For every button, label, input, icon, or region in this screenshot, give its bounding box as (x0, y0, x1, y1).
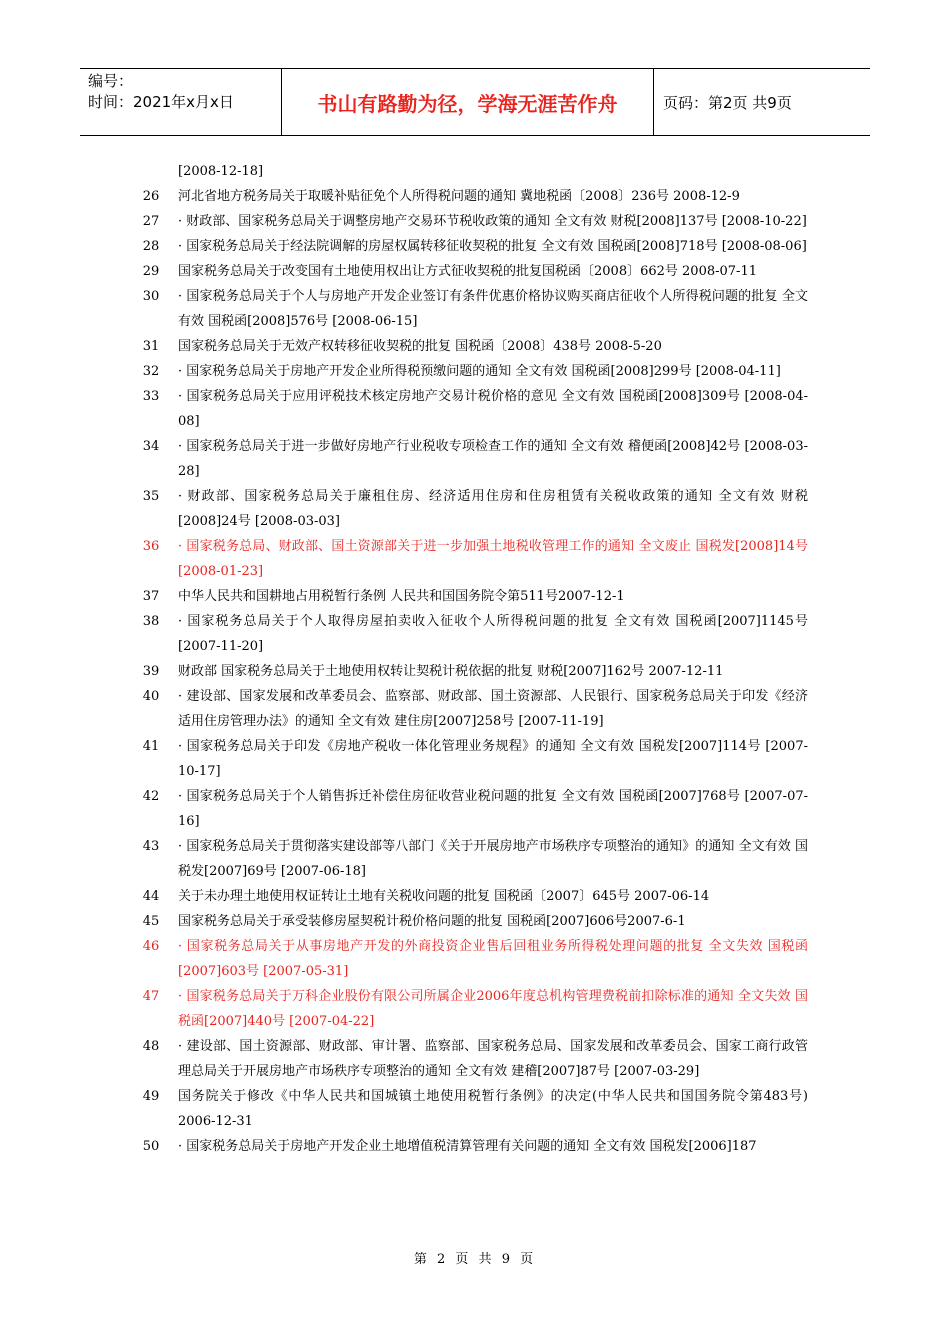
serial-label: 编号： (88, 72, 134, 90)
list-item (0, 659, 950, 684)
item-text: 中华人民共和国耕地占用税暂行条例 人民共和国国务院令第511号2007-12-1 (178, 589, 625, 604)
item-number: 41 (142, 739, 160, 754)
list-item (0, 184, 950, 209)
item-number: 40 (142, 689, 160, 704)
item-number: 34 (142, 439, 160, 454)
item-text: 国家税务总局关于承受装修房屋契税计税价格问题的批复 国税函[2007]606号2007-6-1 (178, 914, 686, 929)
header-meta (80, 69, 282, 135)
item-text: · 国家税务总局关于个人销售拆迁补偿住房征收营业税问题的批复 全文有效 国税函[2007]768号 [2007-07-16] (178, 789, 808, 829)
header-motto: 书山有路勤为径，学海无涯苦作舟 (282, 69, 654, 135)
item-text: · 国家税务总局关于贯彻落实建设部等八部门《关于开展房地产市场秩序专项整治的通知》的通知 全文有效 国税发[2007]69号 [2007-06-18] (178, 839, 808, 879)
list-item (0, 259, 950, 284)
item-number: 38 (142, 614, 160, 629)
item-number: 28 (142, 239, 160, 254)
list-item (0, 984, 950, 1034)
list-item (0, 734, 950, 784)
item-number: 48 (142, 1039, 160, 1054)
list-item (0, 359, 950, 384)
item-number: 35 (142, 489, 160, 504)
item-text: · 国家税务总局关于应用评税技术核定房地产交易计税价格的意见 全文有效 国税函[2008]309号 [2008-04-08] (178, 389, 808, 429)
list-item (0, 334, 950, 359)
item-number: 36 (142, 539, 160, 554)
item-number: 50 (142, 1139, 160, 1154)
item-text: · 国家税务总局关于印发《房地产税收一体化管理业务规程》的通知 全文有效 国税发[2007]114号 [2007-10-17] (178, 739, 808, 779)
item-text: 财政部 国家税务总局关于土地使用权转让契税计税依据的批复 财税[2007]162号 2007-12-11 (178, 664, 724, 679)
list-item (0, 834, 950, 884)
list-item (0, 884, 950, 909)
item-text: 国家税务总局关于改变国有土地使用权出让方式征收契税的批复国税函〔2008〕662号 2008-07-11 (178, 264, 757, 279)
item-text: · 国家税务总局关于进一步做好房地产行业税收专项检查工作的通知 全文有效 稽便函[2008]42号 [2008-03-28] (178, 439, 808, 479)
list-item (0, 484, 950, 534)
item-number: 31 (142, 339, 160, 354)
item-text: · 国家税务总局、财政部、国土资源部关于进一步加强土地税收管理工作的通知 全文废止 国税发[2008]14号 [2008-01-23] (178, 539, 808, 579)
item-text: 国务院关于修改《中华人民共和国城镇土地使用税暂行条例》的决定(中华人民共和国国务院令第483号) 2006-12-31 (178, 1089, 808, 1129)
item-text: [2008-12-18] (178, 164, 264, 179)
item-text: · 国家税务总局关于万科企业股份有限公司所属企业2006年度总机构管理费税前扣除标准的通知 全文失效 国税函[2007]440号 [2007-04-22] (178, 989, 808, 1029)
item-number: 26 (142, 189, 160, 204)
list-item (0, 534, 950, 584)
page-header (80, 68, 870, 136)
list-item (0, 584, 950, 609)
item-text: · 建设部、国土资源部、财政部、审计署、监察部、国家税务总局、国家发展和改革委员会、国家工商行政管理总局关于开展房地产市场秩序专项整治的通知 全文有效 建稽[2007]87号 [2007-03-29] (178, 1039, 808, 1079)
item-number: 42 (142, 789, 160, 804)
list-item (0, 234, 950, 259)
item-text: · 国家税务总局关于个人与房地产开发企业签订有条件优惠价格协议购买商店征收个人所得税问题的批复 全文有效 国税函[2008]576号 [2008-06-15] (178, 289, 808, 329)
item-number: 30 (142, 289, 160, 304)
item-number: 43 (142, 839, 160, 854)
date-label: 时间：2021年x月x日 (88, 93, 234, 111)
item-text: 关于未办理土地使用权证转让土地有关税收问题的批复 国税函〔2007〕645号 2007-06-14 (178, 889, 710, 904)
regulation-list (0, 159, 950, 1159)
item-number: 29 (142, 264, 160, 279)
item-text: · 国家税务总局关于房地产开发企业所得税预缴问题的通知 全文有效 国税函[2008]299号 [2008-04-11] (178, 364, 781, 379)
list-item (0, 609, 950, 659)
list-item (0, 934, 950, 984)
list-item (0, 1134, 950, 1159)
list-item (0, 384, 950, 434)
item-text: · 国家税务总局关于房地产开发企业土地增值税清算管理有关问题的通知 全文有效 国税发[2006]187 (178, 1139, 757, 1154)
list-item (0, 1034, 950, 1084)
list-item (0, 784, 950, 834)
item-number: 27 (142, 214, 160, 229)
item-number: 32 (142, 364, 160, 379)
item-number: 45 (142, 914, 160, 929)
list-item (0, 684, 950, 734)
item-number: 39 (142, 664, 160, 679)
item-text: 国家税务总局关于无效产权转移征收契税的批复 国税函〔2008〕438号 2008-5-20 (178, 339, 662, 354)
list-item (0, 284, 950, 334)
header-page-info: 页码：第2页 共9页 (663, 93, 792, 112)
item-text: · 国家税务总局关于从事房地产开发的外商投资企业售后回租业务所得税处理问题的批复 全文失效 国税函[2007]603号 [2007-05-31] (178, 939, 808, 979)
list-item (0, 909, 950, 934)
item-text: · 建设部、国家发展和改革委员会、监察部、财政部、国土资源部、人民银行、国家税务总局关于印发《经济适用住房管理办法》的通知 全文有效 建住房[2007]258号 [2007-11-19] (178, 689, 808, 729)
item-text: · 财政部、国家税务总局关于廉租住房、经济适用住房和住房租赁有关税收政策的通知 全文有效 财税[2008]24号 [2008-03-03] (178, 489, 808, 529)
item-number: 37 (142, 589, 160, 604)
page-footer: 第 2 页 共 9 页 (413, 1252, 537, 1267)
item-text: · 国家税务总局关于经法院调解的房屋权属转移征收契税的批复 全文有效 国税函[2008]718号 [2008-08-06] (178, 239, 807, 254)
item-number: 47 (142, 989, 160, 1004)
list-item (0, 1084, 950, 1134)
item-number: 49 (142, 1089, 160, 1104)
item-text: · 财政部、国家税务总局关于调整房地产交易环节税收政策的通知 全文有效 财税[2008]137号 [2008-10-22] (178, 214, 807, 229)
item-number: 46 (142, 939, 160, 954)
list-item (0, 209, 950, 234)
item-number: 33 (142, 389, 160, 404)
item-text: · 国家税务总局关于个人取得房屋拍卖收入征收个人所得税问题的批复 全文有效 国税函[2007]1145号 [2007-11-20] (178, 614, 808, 654)
item-text: 河北省地方税务局关于取暖补贴征免个人所得税问题的通知 冀地税函〔2008〕236号 2008-12-9 (178, 189, 740, 204)
list-item (0, 159, 950, 184)
item-number: 44 (142, 889, 160, 904)
list-item (0, 434, 950, 484)
